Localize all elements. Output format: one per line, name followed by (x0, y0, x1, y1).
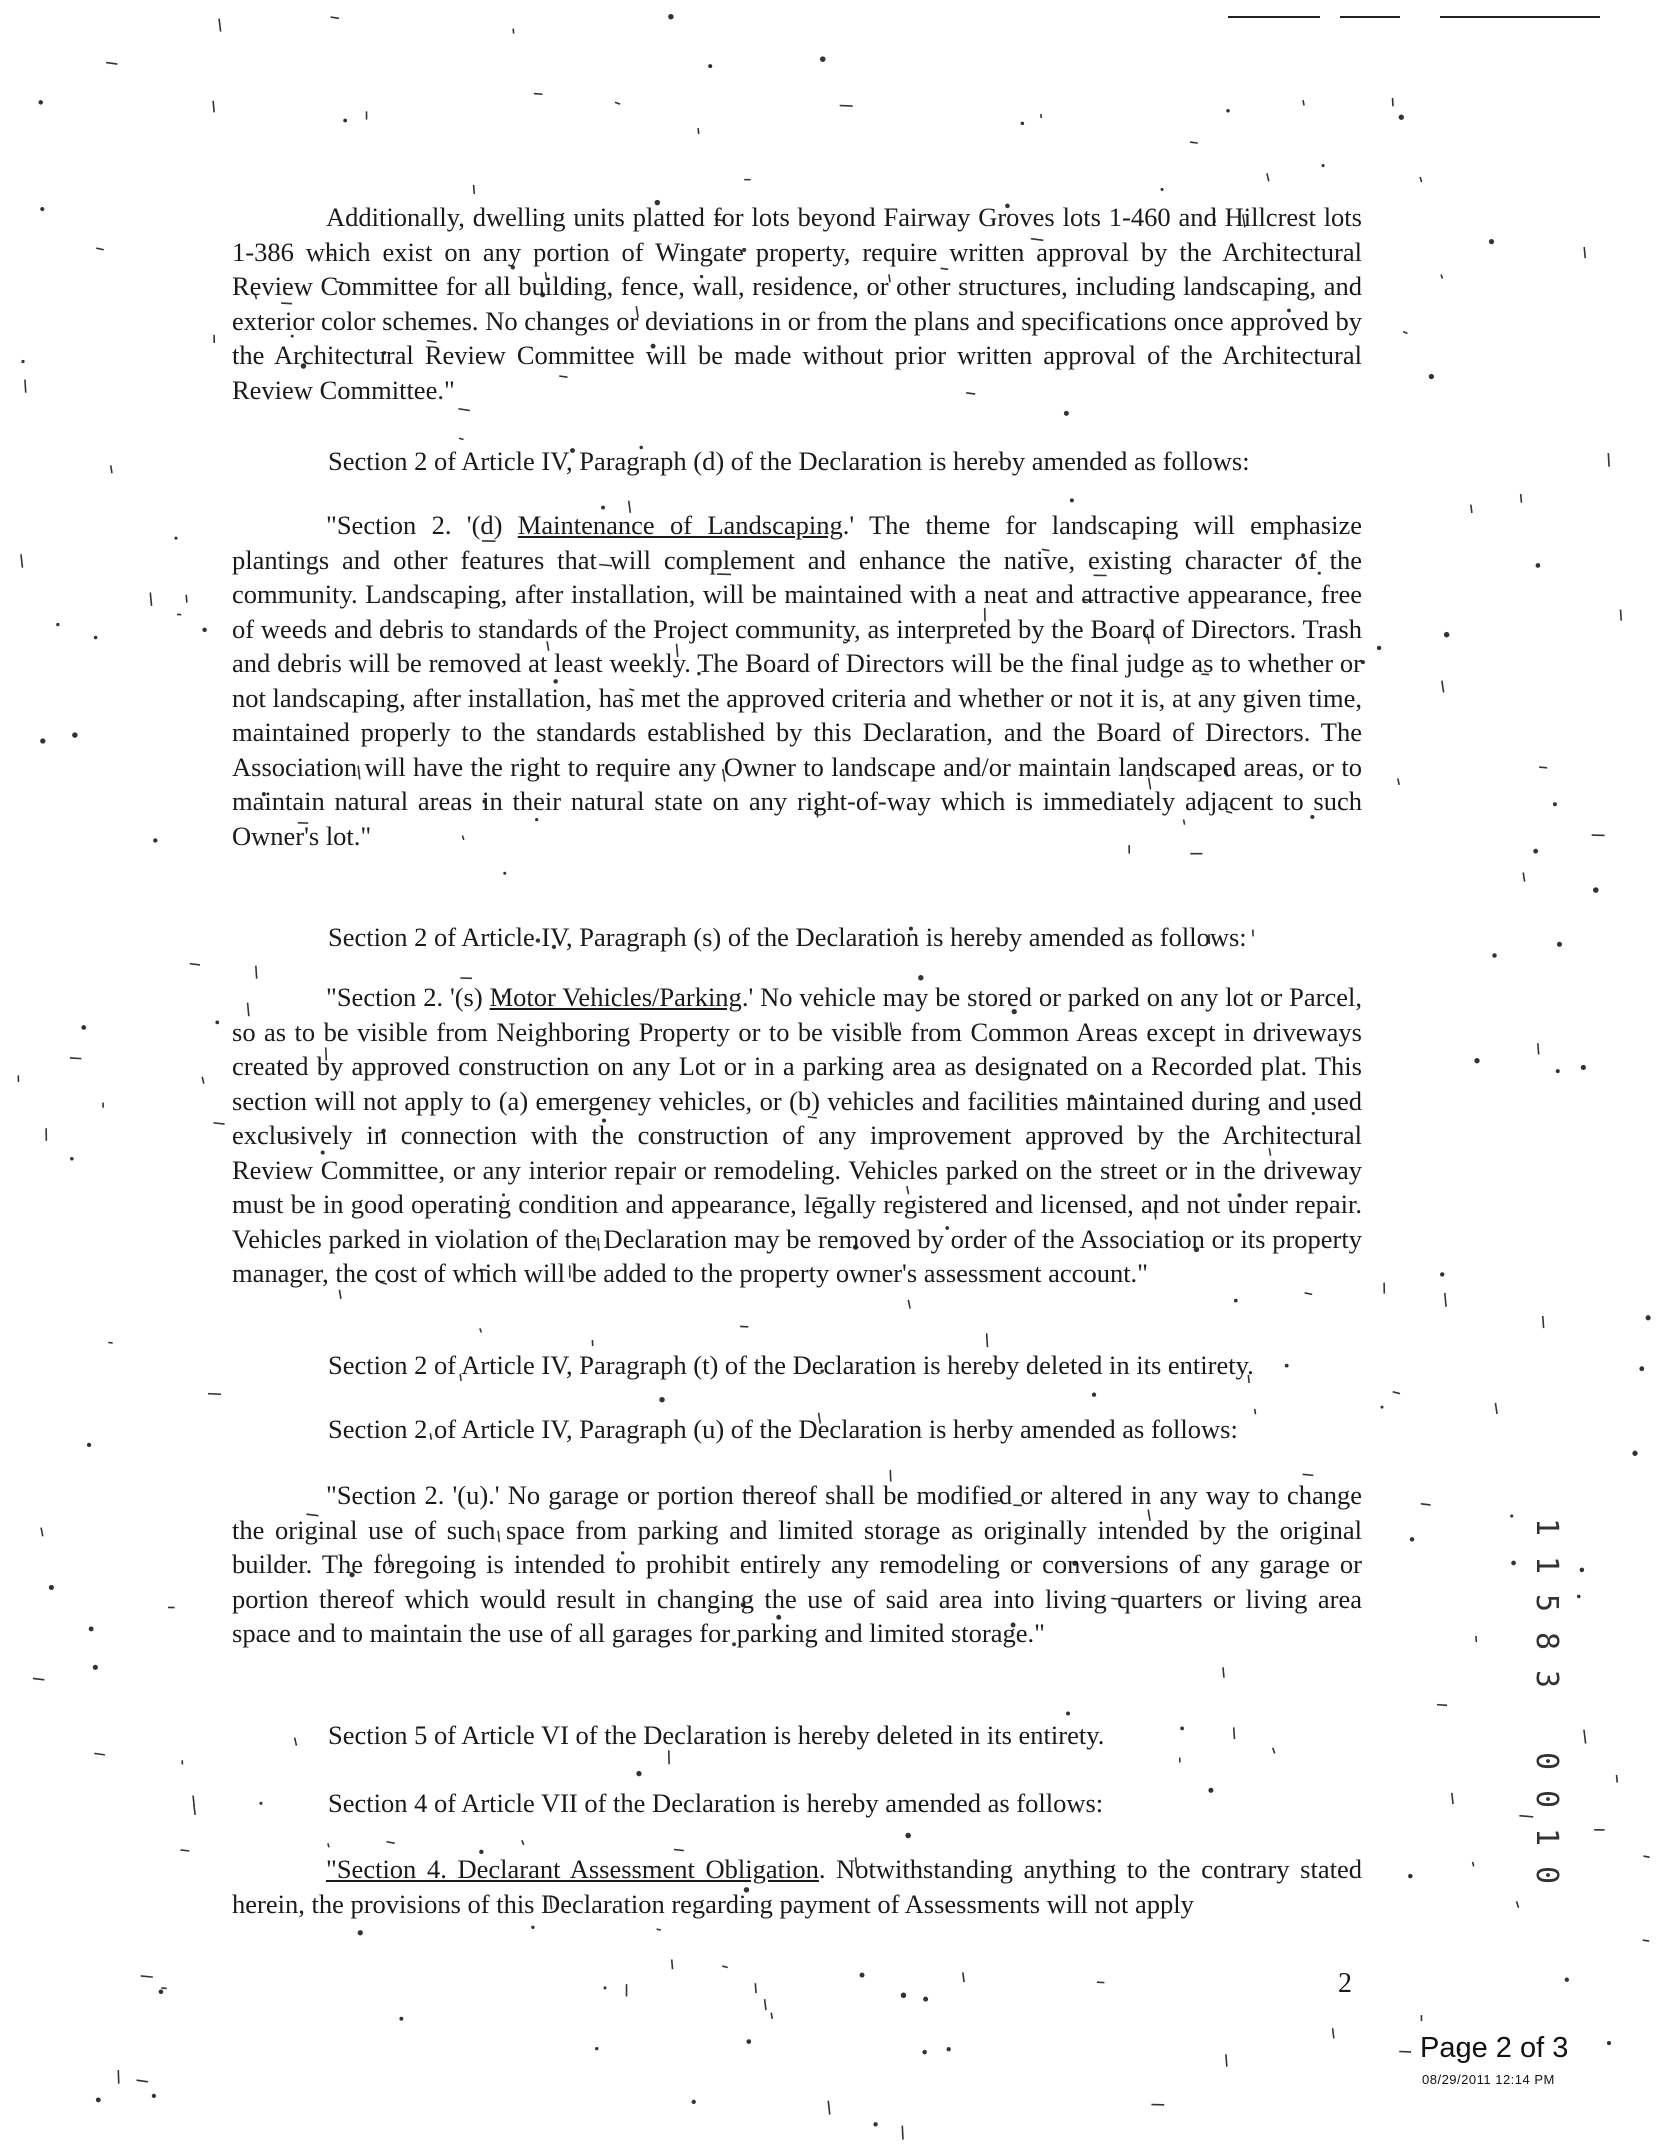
stamp-digit: 1 (1529, 1517, 1564, 1537)
scan-speck (660, 1397, 664, 1401)
scan-speck (1067, 1712, 1070, 1715)
scan-speck (1403, 332, 1407, 334)
scan-speck (41, 1528, 43, 1537)
scan-speck (94, 1753, 105, 1755)
section-body: . Notwithstanding anything to the contrary stated herein, the provisions of this Declaration regarding payment of Assessments will not apply (232, 1854, 1362, 1919)
scan-speck (698, 128, 699, 134)
scan-speck (901, 1993, 906, 1998)
scan-speck (1429, 374, 1433, 378)
scan-speck (1495, 1403, 1497, 1414)
scan-rule (1340, 16, 1400, 18)
stamp-digit: 0 (1529, 1789, 1564, 1809)
scan-speck (1539, 767, 1547, 768)
scan-speck (504, 872, 506, 874)
paragraph-declarant-assessment (232, 1852, 1362, 1921)
scan-speck (1303, 1474, 1314, 1475)
scan-speck (295, 1738, 297, 1746)
scan-speck (1070, 499, 1073, 502)
scan-speck (1092, 1393, 1095, 1396)
scan-speck (161, 1988, 166, 1989)
scan-speck (1441, 1273, 1444, 1276)
scan-speck (657, 1929, 661, 1930)
section-body: .' The theme for landscaping will emphasize plantings and other features that will complement and enhance the native, existing character of the community. Landscaping, after installation, will be maintained with a neat and attractive appearance, free of weeds and debris to standards of the Project community, as interpreted by the Board of Directors. Trash and debris will be removed at least weekly. The Board of Directors will be the final judge as to whether or not landscaping, after installation, has met the approved criteria and whether or not it is, at any given time, maintained properly to the standards established by this Declaration, and the Board of Directors. The Association will have the right to require any Owner to landscape and/or maintain landscaped areas, or to maintain natural areas in their natural state on any right-of-way which is immediately adjacent to such Owner's lot." (232, 510, 1363, 851)
scan-speck (1442, 681, 1444, 693)
scan-speck (1471, 505, 1472, 513)
scan-speck (190, 964, 200, 965)
scan-speck (828, 2101, 830, 2115)
scan-speck (41, 739, 45, 743)
scan-speck (458, 409, 469, 411)
scan-speck (1578, 1595, 1581, 1598)
scan-speck (902, 2126, 903, 2140)
scan-speck (1584, 1730, 1586, 1744)
scan-speck (1643, 1856, 1649, 1857)
scan-speck (1543, 1316, 1544, 1328)
scan-speck (344, 119, 347, 122)
scan-speck (193, 1796, 194, 1806)
scan-speck (93, 1665, 97, 1669)
scan-speck (596, 2047, 598, 2049)
scan-speck (522, 1840, 524, 1845)
scan-speck (532, 1926, 534, 1928)
scan-speck (1553, 803, 1556, 806)
scan-speck (1377, 646, 1380, 649)
section-lead: "Section 2. '(s) (326, 982, 490, 1012)
scan-speck (963, 1972, 964, 1982)
section-title-motor-vehicles-parking: Motor Vehicles/Parking (489, 982, 742, 1012)
scan-speck (96, 248, 104, 250)
scan-speck (400, 2017, 403, 2020)
scan-speck (765, 1999, 766, 2010)
scan-speck (947, 2048, 950, 2051)
scan-speck (923, 2050, 926, 2053)
scan-speck (1445, 1293, 1446, 1307)
stamp-digit: 0 (1529, 1751, 1564, 1771)
scan-speck (692, 2100, 695, 2103)
scan-speck (771, 2013, 772, 2019)
scan-speck (755, 1983, 756, 1993)
scan-speck (216, 1021, 219, 1024)
scan-speck (604, 1987, 606, 1989)
section-body: .' No vehicle may be stored or parked on any lot or Parcel, so as to be visible from Neighboring Property or to be visible from Common Areas except in driveways created by approved construction on any Lot or in a parking area as designated on a Recorded plat. This section will not apply to (a) emergency vehicles, or (b) vehicles and facilities maintained during and used exclusively in connection with the construction of any improvement approved by the Architectural Review Committee, or any interior repair or remodeling. Vehicles parked on the street or in the driveway must be in good operating condition and appearance, legally registered and licensed, and not under repair. Vehicles parked in violation of the Declaration may be removed by order of the Association or its property manager, the cost of which will be added to the property owner's assessment account." (232, 982, 1362, 1288)
footer-timestamp: 08/29/2011 12:14 PM (1422, 2072, 1555, 2087)
stamp-digit: 1 (1529, 1827, 1564, 1847)
scan-speck (1565, 1978, 1568, 1981)
scan-speck (1322, 165, 1324, 167)
scan-speck (1409, 1874, 1413, 1878)
scan-speck (386, 1842, 394, 1844)
scan-speck (1381, 1406, 1383, 1408)
scan-speck (94, 636, 97, 639)
scan-speck (152, 2094, 155, 2097)
scan-speck (1511, 1515, 1513, 1517)
scan-speck (57, 623, 59, 625)
scan-speck (108, 1342, 112, 1343)
scan-speck (141, 1976, 153, 1977)
scan-speck (987, 1333, 988, 1347)
heading-section-2-u: Section 2 of Article IV, Paragraph (u) of the Declaration is herby amended as follows: (328, 1414, 1238, 1444)
heading-section-4-article-vii: Section 4 of Article VII of the Declaration is hereby amended as follows: (328, 1788, 1104, 1818)
scan-speck (1234, 1299, 1237, 1302)
heading-section-2-t: Section 2 of Article IV, Paragraph (t) of the Declaration is hereby deleted in its entirety. (328, 1350, 1254, 1380)
scan-speck (669, 15, 673, 19)
scan-speck (615, 102, 620, 104)
stamp-digit: 3 (1529, 1669, 1564, 1689)
scan-speck (106, 63, 117, 65)
scan-speck (186, 595, 187, 603)
footer-page-label: Page 2 of 3 (1420, 2032, 1569, 2064)
scan-speck (722, 1966, 727, 1967)
scan-speck (474, 185, 475, 194)
scan-speck (747, 2040, 751, 2044)
section-title-maintenance-of-landscaping: Maintenance of Landscaping (517, 510, 843, 540)
scan-speck (1640, 1367, 1644, 1371)
scan-rule (1440, 16, 1600, 18)
recording-stamp (1528, 1508, 1564, 1894)
scan-speck (175, 537, 177, 539)
heading-section-5-article-vi: Section 5 of Article VI of the Declaration is hereby deleted in its entirety. (328, 1720, 1105, 1750)
scan-speck (49, 1585, 53, 1589)
scan-speck (1538, 1043, 1539, 1054)
scan-speck (534, 94, 543, 95)
scan-speck (1493, 954, 1497, 958)
scan-speck (1521, 494, 1522, 503)
scan-speck (1444, 632, 1449, 637)
scan-speck (1557, 942, 1561, 946)
scan-speck (1305, 1293, 1313, 1295)
scan-speck (1512, 1561, 1516, 1565)
scan-speck (459, 438, 463, 439)
scan-speck (1399, 115, 1403, 119)
heading-section-2-d: Section 2 of Article IV, Paragraph (d) of the Declaration is hereby amended as follows: (328, 446, 1250, 476)
scan-speck (1190, 142, 1198, 143)
scan-speck (1226, 2054, 1227, 2066)
scan-speck (1303, 100, 1304, 105)
scan-speck (1452, 1793, 1453, 1804)
scan-speck (1437, 1705, 1447, 1706)
scan-speck (21, 554, 23, 567)
scan-speck (674, 1850, 684, 1851)
scan-speck (1393, 1392, 1400, 1394)
scan-speck (219, 19, 221, 32)
scan-speck (1534, 849, 1538, 853)
scan-speck (181, 1850, 190, 1851)
scan-speck (339, 1290, 340, 1299)
scan-speck (820, 57, 825, 62)
scan-speck (256, 966, 257, 979)
paragraph-maintenance-of-landscaping (232, 508, 1362, 853)
scan-speck (1489, 240, 1493, 244)
scan-speck (260, 1802, 262, 1804)
scan-speck (1398, 778, 1399, 785)
scan-speck (1617, 1775, 1618, 1783)
scan-speck (137, 2080, 148, 2082)
scan-speck (25, 380, 26, 393)
scan-speck (1333, 2028, 1334, 2038)
scan-speck (840, 105, 853, 106)
stamp-digit: 1 (1529, 1555, 1564, 1575)
scan-speck (213, 101, 214, 112)
scan-speck (214, 1123, 225, 1124)
page-number: 2 (1338, 1968, 1352, 1999)
scan-speck (1646, 1316, 1650, 1320)
section-lead: "Section 2. '(d) (326, 510, 518, 540)
scan-speck (111, 465, 112, 473)
scan-speck (71, 1157, 74, 1160)
scan-speck (96, 2098, 100, 2102)
scan-speck (82, 1026, 86, 1030)
scan-speck (1517, 1901, 1519, 1907)
scan-speck (1633, 1451, 1637, 1455)
scan-speck (1021, 122, 1024, 125)
section-title-declarant-assessment: "Section 4. Declarant Assessment Obligation (326, 1854, 819, 1884)
scan-speck (908, 1300, 910, 1309)
scan-speck (1064, 411, 1068, 415)
scan-speck (70, 1058, 82, 1059)
scan-speck (1536, 564, 1540, 568)
scan-speck (33, 1678, 44, 1679)
scan-speck (154, 839, 157, 842)
scan-speck (709, 65, 712, 68)
stamp-digit: 8 (1529, 1631, 1564, 1651)
scan-speck (924, 1997, 928, 2001)
scan-speck (1621, 610, 1622, 621)
paragraph-garage: "Section 2. '(u).' No garage or portion thereof shall be modified or altered in any way to change the original use of such space from parking and limited storage as originally intended by the original builder. The foregoing is intended to prohibit entirely any remodeling or conversions of any garage or portion thereof which would result in changing the use of said area into living quarters or living area space and to maintain the use of all garages for parking and limited storage." (232, 1480, 1362, 1648)
scan-speck (1584, 247, 1585, 258)
paragraph-additionally: Additionally, dwelling units platted for lots beyond Fairway Groves lots 1-460 and Hillcrest lots 1-386 which exist on any portion of Wingate property, require written approval by the Architectural Review Committee for all building, fence, wall, residence, or other structures, including landscaping, and exterior color schemes. No changes or deviations in or from the plans and specifications once approved by the Architectural Review Committee will be made without prior written approval of the Architectural Review Committee." (232, 202, 1362, 405)
scan-speck (1580, 1568, 1584, 1572)
stamp-digit: 5 (1529, 1593, 1564, 1613)
paragraph-motor-vehicles-parking (232, 980, 1362, 1291)
scan-speck (41, 207, 44, 210)
scan-speck (1227, 110, 1230, 113)
scan-speck (22, 360, 24, 362)
scan-speck (1420, 177, 1422, 182)
scan-speck (1410, 1538, 1413, 1541)
scan-speck (202, 1077, 204, 1084)
scan-speck (150, 592, 151, 605)
scan-speck (328, 1843, 329, 1847)
scan-speck (1441, 275, 1442, 279)
scan-speck (1643, 1940, 1649, 1941)
scan-speck (1594, 888, 1599, 893)
scan-speck (358, 1931, 362, 1935)
scan-speck (637, 1771, 641, 1775)
scan-speck (906, 1833, 911, 1838)
scan-speck (860, 1973, 864, 1977)
heading-section-2-s: Section 2 of Article IV, Paragraph (s) of the Declaration is hereby amended as follows: (328, 922, 1247, 952)
scan-speck (1473, 1862, 1474, 1867)
scan-speck (1267, 173, 1269, 181)
scan-speck (203, 628, 206, 631)
scan-speck (1041, 114, 1042, 118)
scan-speck (672, 1959, 673, 1969)
scan-speck (1608, 453, 1609, 467)
scan-speck (159, 1990, 163, 1994)
stamp-digit: 0 (1529, 1865, 1564, 1885)
scan-speck (73, 733, 78, 738)
scan-rule (1228, 16, 1320, 18)
scan-speck (480, 1328, 482, 1332)
scan-speck (194, 1804, 195, 1814)
scan-speck (1161, 188, 1163, 190)
scan-speck (1607, 2042, 1610, 2045)
scan-speck (1421, 1504, 1431, 1505)
scan-speck (87, 1443, 90, 1446)
scan-speck (331, 17, 339, 18)
scan-speck (208, 1394, 221, 1395)
scan-speck (1556, 1070, 1559, 1073)
scan-speck (1475, 1058, 1479, 1062)
scan-speck (1581, 1065, 1585, 1069)
scan-speck (1223, 1667, 1224, 1677)
scan-speck (39, 101, 42, 104)
scan-speck (1523, 872, 1524, 881)
scan-speck (89, 1627, 93, 1631)
scan-speck (874, 2123, 877, 2126)
